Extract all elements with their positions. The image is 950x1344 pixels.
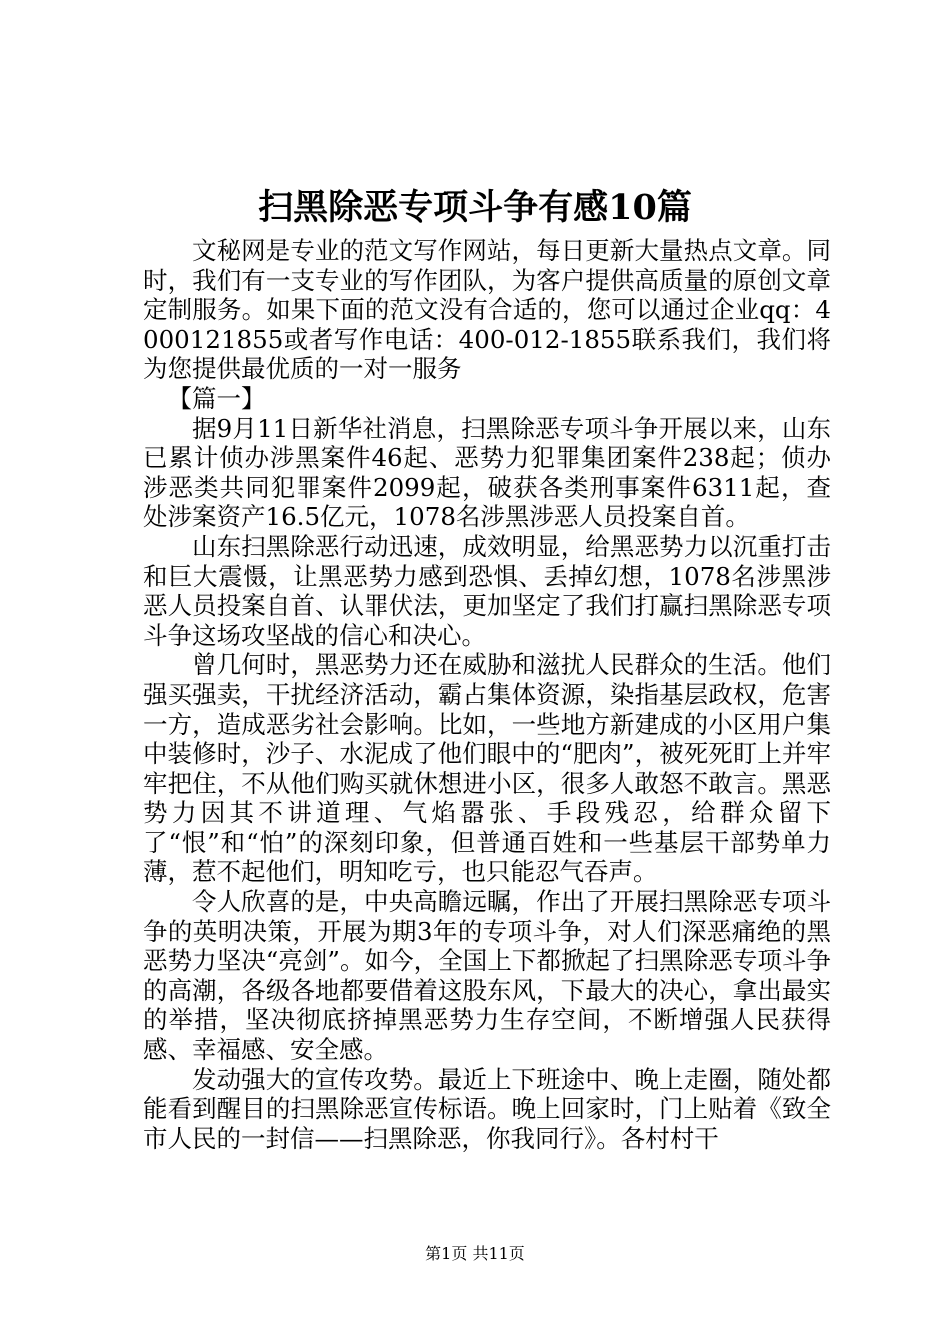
page-footer: 第1页 共11页 xyxy=(425,1244,525,1263)
intro-paragraph: 文秘网是专业的范文写作网站，每日更新大量热点文章。同时，我们有一支专业的写作团队，为客户提供高质量的原创文章定制服务。如果下面的范文没有合适的，您可以通过企业qq：4000121855或者写作电话：400-012-1855联系我们，我们将为您提供最优质的一对一服务 xyxy=(143,236,831,384)
body-paragraph: 据9月11日新华社消息，扫黑除恶专项斗争开展以来，山东已累计侦办涉黑案件46起、恶势力犯罪集团案件238起；侦办涉恶类共同犯罪案件2099起，破获各类刑事案件6311起，查处涉案资产16.5亿元，1078名涉黑涉恶人员投案自首。 xyxy=(143,413,831,532)
document-body xyxy=(143,236,831,1153)
body-paragraph: 发动强大的宣传攻势。最近上下班途中、晚上走圈，随处都能看到醒目的扫黑除恶宣传标语。晚上回家时，门上贴着《致全市人民的一封信——扫黑除恶，你我同行》。各村村干 xyxy=(143,1064,831,1153)
body-paragraph: 曾几何时，黑恶势力还在威胁和滋扰人民群众的生活。他们强买强卖，干扰经济活动，霸占集体资源，染指基层政权，危害一方，造成恶劣社会影响。比如，一些地方新建成的小区用户集中装修时，沙子、水泥成了他们眼中的“肥肉”，被死死盯上并牢牢把住，不从他们购买就休想进小区，很多人敢怒不敢言。黑恶势力因其不讲道理、气焰嚣张、手段残忍，给群众留下了“恨”和“怕”的深刻印象，但普通百姓和一些基层干部势单力薄，惹不起他们，明知吃亏，也只能忍气吞声。 xyxy=(143,650,831,887)
document-title: 扫黑除恶专项斗争有感10篇 xyxy=(258,187,692,228)
body-paragraph: 山东扫黑除恶行动迅速，成效明显，给黑恶势力以沉重打击和巨大震慑，让黑恶势力感到恐惧、丢掉幻想，1078名涉黑涉恶人员投案自首、认罪伏法，更加坚定了我们打赢扫黑除恶专项斗争这场攻坚战的信心和决心。 xyxy=(143,531,831,650)
section-heading: 【篇一】 xyxy=(167,383,266,413)
body-paragraph: 令人欣喜的是，中央高瞻远瞩，作出了开展扫黑除恶专项斗争的英明决策，开展为期3年的专项斗争，对人们深恶痛绝的黑恶势力坚决“亮剑”。如今，全国上下都掀起了扫黑除恶专项斗争的高潮，各级各地都要借着这股东风，下最大的决心，拿出最实的举措，坚决彻底挤掉黑恶势力生存空间，不断增强人民获得感、幸福感、安全感。 xyxy=(143,887,831,1065)
